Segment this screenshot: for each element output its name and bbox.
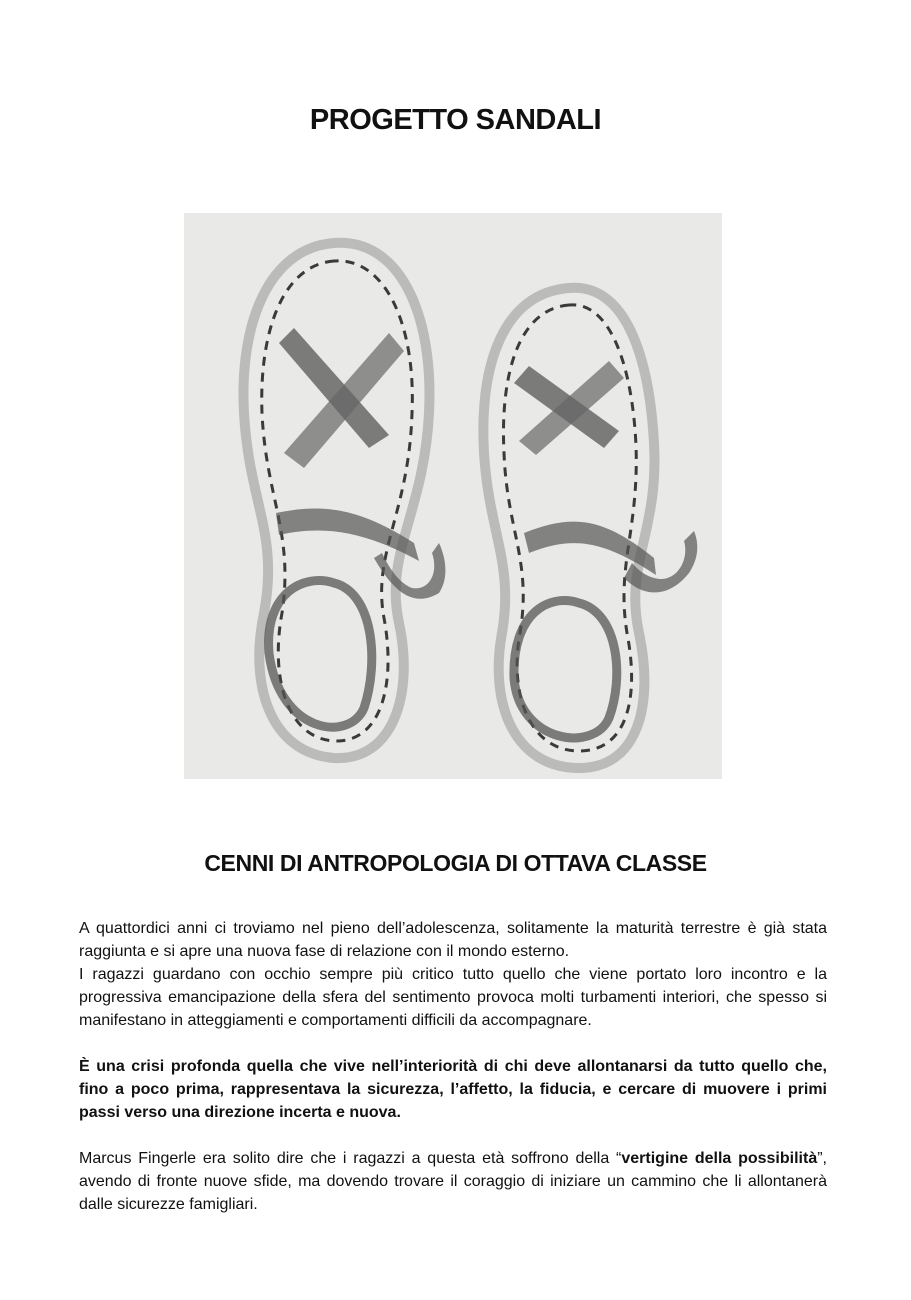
paragraph-1: A quattordici anni ci troviamo nel pieno dell’adolescenza, solitamente la maturità terrestre è già stata raggiunta e si apre una nuova fase di relazione con il mondo esterno. [79,920,827,960]
paragraph-4 [79,1147,827,1216]
paragraph-4-part-1: Marcus Fingerle era solito dire che i ragazzi a questa età soffrono della “ [79,1150,622,1167]
body-text [79,917,827,1216]
sandals-drawing [184,213,722,779]
paragraph-3-bold: È una crisi profonda quella che vive nell’interiorità di chi deve allontanarsi da tutto quello che, fino a poco prima, rappresentava la sicurezza, l’affetto, la fiducia, e cercare di muovere i primi passi verso una direzione incerta e nuova. [79,1058,827,1121]
paragraph-4-emphasis: vertigine della possibilità [621,1150,818,1167]
section-heading: CENNI DI ANTROPOLOGIA DI OTTAVA CLASSE [204,850,707,876]
document-title: PROGETTO SANDALI [309,104,602,136]
paragraph-4-part-2: ”, avendo di fronte nuove sfide, ma dovendo trovare il coraggio di iniziare un cammino che li allontanerà dalle sicurezze famigliari. [79,1150,827,1213]
paragraph-2: I ragazzi guardano con occhio sempre più critico tutto quello che viene portato loro incontro e la progressiva emancipazione della sfera del sentimento provoca molti turbamenti interiori, che spesso si manifestano in atteggiamenti e comportamenti difficili da accompagnare. [79,966,827,1029]
